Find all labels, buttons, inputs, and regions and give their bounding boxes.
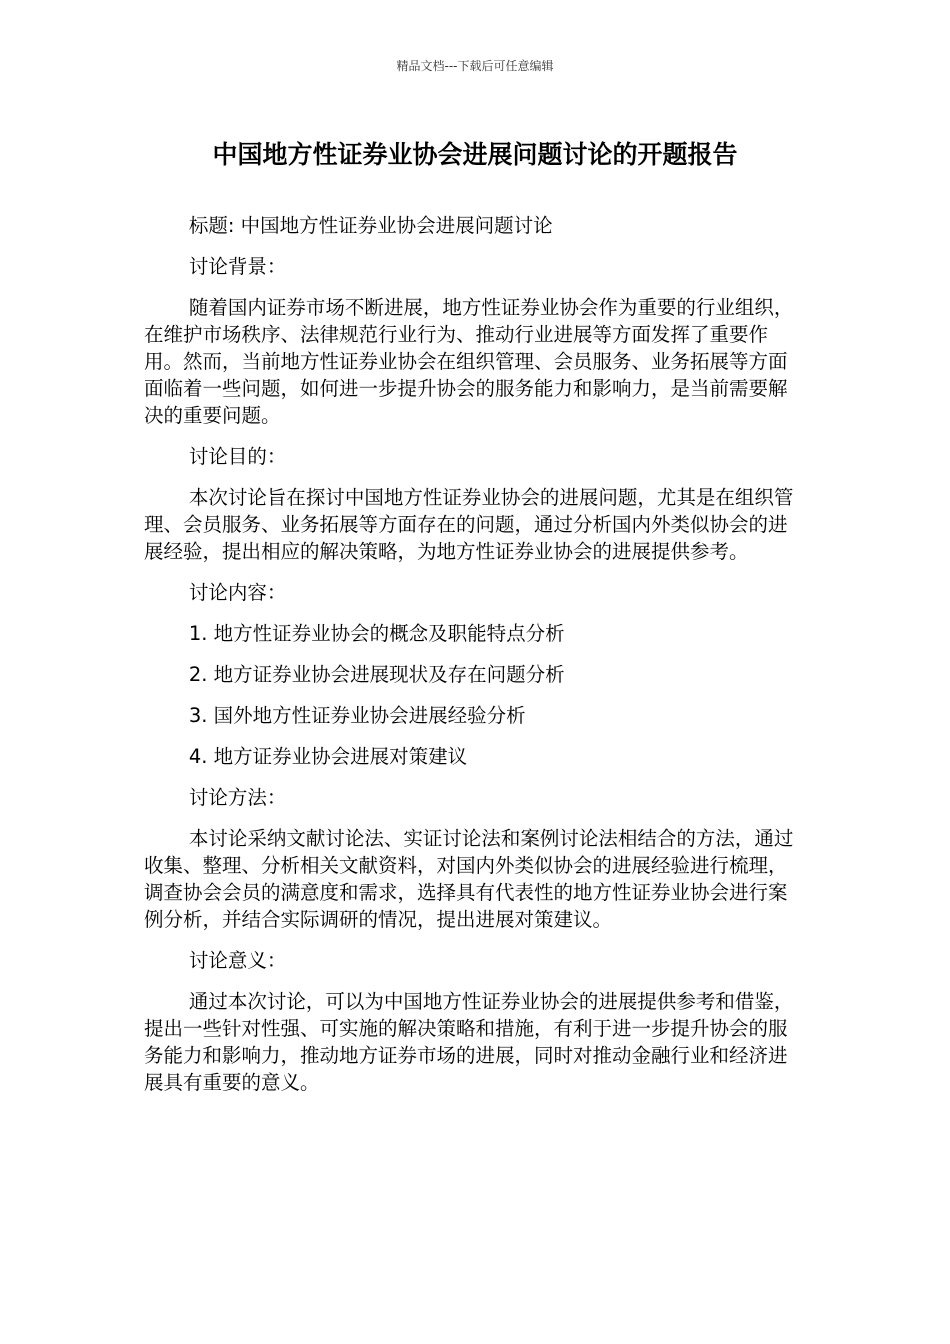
heading-significance: 讨论意义： [188, 949, 287, 972]
paragraph-background: 随着国内证券市场不断进展，地方性证券业协会作为重要的行业组织，在维护市场秩序、法律规范行业行为、推动行业进展等方面发挥了重要作用。然而，当前地方性证券业协会在组织管理、会员服务、业务拓展等方面面临着一些问题，如何进一步提升协会的服务能力和影响力，是当前需要解决的重要问题。 [144, 296, 794, 427]
paragraph-significance: 通过本次讨论，可以为中国地方性证券业协会的进展提供参考和借鉴，提出一些针对性强、可实施的解决策略和措施，有利于进一步提升协会的服务能力和影响力，推动地方证券市场的进展，同时对推动金融行业和经济进展具有重要的意义。 [144, 990, 794, 1094]
heading-purpose: 讨论目的： [188, 445, 287, 468]
heading-content: 讨论内容： [188, 581, 287, 604]
document-body [144, 212, 806, 1110]
document-title: 中国地方性证券业协会进展问题讨论的开题报告 [212, 140, 738, 169]
heading-background: 讨论背景： [188, 255, 287, 278]
header-note: 精品文档---下载后可任意编辑 [396, 59, 554, 73]
heading-method: 讨论方法： [188, 786, 287, 809]
list-item: 3. 国外地方性证券业协会进展经验分析 [188, 704, 526, 727]
list-item: 4. 地方证券业协会进展对策建议 [188, 745, 468, 768]
list-item: 1. 地方性证券业协会的概念及职能特点分析 [188, 622, 565, 645]
list-item: 2. 地方证券业协会进展现状及存在问题分析 [188, 663, 565, 686]
paragraph-topic: 标题: 中国地方性证券业协会进展问题讨论 [188, 214, 553, 237]
paragraph-purpose: 本次讨论旨在探讨中国地方性证券业协会的进展问题，尤其是在组织管理、会员服务、业务拓展等方面存在的问题，通过分析国内外类似协会的进展经验，提出相应的解决策略，为地方性证券业协会的进展提供参考。 [144, 486, 794, 563]
paragraph-method: 本讨论采纳文献讨论法、实证讨论法和案例讨论法相结合的方法，通过收集、整理、分析相关文献资料，对国内外类似协会的进展经验进行梳理，调查协会会员的满意度和需求，选择具有代表性的地方性证券业协会进行案例分析，并结合实际调研的情况，提出进展对策建议。 [144, 827, 794, 931]
